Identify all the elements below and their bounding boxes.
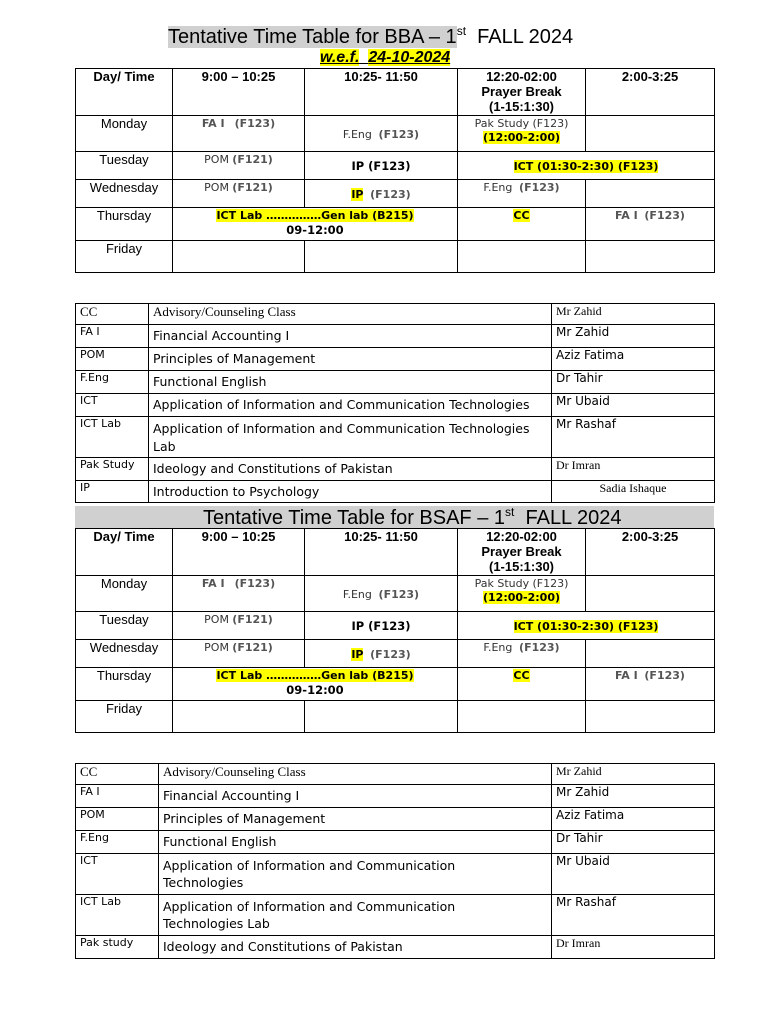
bba-mon-slot4 <box>586 116 715 152</box>
bsaf-day-wednesday: Wednesday <box>76 640 173 668</box>
bsaf-header-slot2: 10:25- 11:50 <box>305 529 458 576</box>
legend-abbr: ICT <box>76 854 159 895</box>
bsaf-day-tuesday: Tuesday <box>76 612 173 640</box>
bsaf-day-friday: Friday <box>76 701 173 733</box>
bsaf-header-row <box>76 529 715 576</box>
legend-teacher: Dr Tahir <box>552 831 715 854</box>
bba-tue-slot1: POM (F121) <box>173 152 305 180</box>
bsaf-title-main: Tentative Time Table for BSAF – 1 <box>203 507 506 529</box>
bba-day-thursday: Thursday <box>76 208 173 241</box>
bba-header-prayer-time: (1-15:1:30) <box>488 99 555 114</box>
bba-timetable <box>75 68 715 273</box>
legend-full: Financial Accounting I <box>159 785 552 808</box>
bba-thu-slot3: CC <box>458 208 586 241</box>
bba-title-sup: st <box>456 24 467 38</box>
bsaf-wed-slot1: POM (F121) <box>173 640 305 668</box>
legend-teacher: Mr Zahid <box>552 785 715 808</box>
bsaf-row-friday <box>76 701 715 733</box>
bsaf-row-tuesday <box>76 612 715 640</box>
bba-wef-label: w.e.f. <box>320 49 360 66</box>
bba-mon-slot3: Pak Study (F123) (12:00-2:00) <box>458 116 586 152</box>
bsaf-tue-slot2: IP (F123) <box>305 612 458 640</box>
bba-day-monday: Monday <box>76 116 173 152</box>
bba-row-wednesday <box>76 180 715 208</box>
legend-abbr: ICT Lab <box>76 417 149 458</box>
bsaf-fri-slot2 <box>305 701 458 733</box>
bsaf-header-prayer-time: (1-15:1:30) <box>488 559 555 574</box>
legend-teacher: Mr Zahid <box>552 764 715 785</box>
legend-teacher: Mr Rashaf <box>552 417 715 458</box>
bba-fri-slot1 <box>173 241 305 273</box>
legend-abbr: FA I <box>76 325 149 348</box>
bsaf-legend-row <box>76 764 715 785</box>
legend-full: Introduction to Psychology <box>149 481 552 503</box>
legend-full <box>159 854 552 895</box>
bba-fri-slot4 <box>586 241 715 273</box>
bba-row-thursday <box>76 208 715 241</box>
legend-abbr: ICT Lab <box>76 895 159 936</box>
legend-full: Principles of Management <box>149 348 552 371</box>
bba-tue-slot3: ICT (01:30-2:30) (F123) <box>458 152 715 180</box>
bba-header-slot3-time: 12:20-02:00 <box>486 69 557 84</box>
bba-wed-slot4 <box>586 180 715 208</box>
bba-day-friday: Friday <box>76 241 173 273</box>
bsaf-mon-slot2: F.Eng (F123) <box>305 576 458 612</box>
bsaf-fri-slot3 <box>458 701 586 733</box>
legend-teacher: Mr Rashaf <box>552 895 715 936</box>
bsaf-row-wednesday <box>76 640 715 668</box>
bba-header-slot1: 9:00 – 10:25 <box>173 69 305 116</box>
bba-thu-slot4: FA I (F123) <box>586 208 715 241</box>
legend-full: Application of Information and Communication Technologies Lab <box>149 417 552 458</box>
bba-header-slot3 <box>458 69 586 116</box>
bsaf-fri-slot4 <box>586 701 715 733</box>
legend-full: Functional English <box>159 831 552 854</box>
legend-abbr: Pak Study <box>76 458 149 481</box>
bsaf-day-thursday: Thursday <box>76 668 173 701</box>
bba-day-wednesday: Wednesday <box>76 180 173 208</box>
bba-mon-slot2: F.Eng (F123) <box>305 116 458 152</box>
legend-abbr: FA I <box>76 785 159 808</box>
legend-abbr: ICT <box>76 394 149 417</box>
legend-full-line1: Application of Information and Communication <box>163 899 456 914</box>
legend-full: Advisory/Counseling Class <box>159 764 552 785</box>
legend-teacher: Aziz Fatima <box>552 348 715 371</box>
bba-legend-row <box>76 304 715 325</box>
bsaf-title-term: FALL 2024 <box>525 507 622 529</box>
bsaf-legend <box>75 763 715 959</box>
legend-full-line2: Technologies <box>163 875 244 890</box>
legend-teacher: Mr Zahid <box>552 304 715 325</box>
bba-legend-row <box>76 458 715 481</box>
legend-teacher: Dr Imran <box>552 936 715 959</box>
bba-title <box>168 24 573 49</box>
legend-abbr: POM <box>76 808 159 831</box>
legend-teacher: Mr Ubaid <box>552 854 715 895</box>
bba-day-tuesday: Tuesday <box>76 152 173 180</box>
bsaf-row-monday <box>76 576 715 612</box>
bsaf-mon-slot1: FA I (F123) <box>173 576 305 612</box>
bsaf-timetable <box>75 528 715 733</box>
bsaf-wed-slot2: IP (F123) <box>305 640 458 668</box>
bsaf-tue-slot1: POM (F121) <box>173 612 305 640</box>
bba-title-main: Tentative Time Table for BBA – 1 <box>168 26 457 48</box>
bsaf-fri-slot1 <box>173 701 305 733</box>
bsaf-wed-slot3: F.Eng (F123) <box>458 640 586 668</box>
legend-teacher: Mr Zahid <box>552 325 715 348</box>
legend-full: Advisory/Counseling Class <box>149 304 552 325</box>
bba-wef-date: 24-10-2024 <box>368 49 451 66</box>
bba-wef <box>320 49 450 67</box>
bsaf-legend-row <box>76 936 715 959</box>
legend-full: Application of Information and Communication Technologies <box>149 394 552 417</box>
bsaf-legend-row <box>76 808 715 831</box>
bba-thu-slot1: ICT Lab ……………Gen lab (B215) 09-12:00 <box>173 208 458 241</box>
bsaf-legend-row <box>76 895 715 936</box>
legend-full-line2: Technologies Lab <box>163 916 270 931</box>
bsaf-title <box>203 505 622 530</box>
bba-header-row <box>76 69 715 116</box>
legend-full: Ideology and Constitutions of Pakistan <box>149 458 552 481</box>
legend-full: Principles of Management <box>159 808 552 831</box>
legend-teacher: Mr Ubaid <box>552 394 715 417</box>
legend-abbr: CC <box>76 764 159 785</box>
legend-abbr: IP <box>76 481 149 503</box>
legend-teacher: Sadia Ishaque <box>552 481 715 503</box>
bsaf-legend-row <box>76 831 715 854</box>
bba-wed-slot3: F.Eng (F123) <box>458 180 586 208</box>
bba-row-friday <box>76 241 715 273</box>
bsaf-legend-row <box>76 785 715 808</box>
bsaf-title-sup: st <box>505 505 515 519</box>
bsaf-header-slot3 <box>458 529 586 576</box>
legend-teacher: Aziz Fatima <box>552 808 715 831</box>
bsaf-header-slot1: 9:00 – 10:25 <box>173 529 305 576</box>
bba-row-monday <box>76 116 715 152</box>
bsaf-wed-slot4 <box>586 640 715 668</box>
bba-row-tuesday <box>76 152 715 180</box>
bba-legend-row <box>76 417 715 458</box>
bba-header-slot2: 10:25- 11:50 <box>305 69 458 116</box>
bsaf-header-slot3-time: 12:20-02:00 <box>486 529 557 544</box>
legend-abbr: F.Eng <box>76 831 159 854</box>
bba-wed-slot2: IP (F123) <box>305 180 458 208</box>
legend-full: Financial Accounting I <box>149 325 552 348</box>
legend-full: Ideology and Constitutions of Pakistan <box>159 936 552 959</box>
bba-fri-slot2 <box>305 241 458 273</box>
bsaf-legend-row <box>76 854 715 895</box>
bsaf-mon-slot3: Pak Study (F123) (12:00-2:00) <box>458 576 586 612</box>
bba-wed-slot1: POM (F121) <box>173 180 305 208</box>
bsaf-mon-slot4 <box>586 576 715 612</box>
bsaf-header-daytime: Day/ Time <box>76 529 173 576</box>
bba-legend-row <box>76 348 715 371</box>
bba-title-term: FALL 2024 <box>477 26 574 48</box>
legend-abbr: F.Eng <box>76 371 149 394</box>
legend-full-line1: Application of Information and Communication <box>163 858 456 873</box>
legend-abbr: POM <box>76 348 149 371</box>
legend-teacher: Dr Imran <box>552 458 715 481</box>
bba-tue-slot2: IP (F123) <box>305 152 458 180</box>
legend-abbr: Pak study <box>76 936 159 959</box>
bba-legend-row <box>76 325 715 348</box>
bsaf-thu-slot4: FA I (F123) <box>586 668 715 701</box>
bsaf-thu-slot3: CC <box>458 668 586 701</box>
bba-header-prayer: Prayer Break <box>481 84 562 99</box>
legend-teacher: Dr Tahir <box>552 371 715 394</box>
bba-mon-slot1: FA I (F123) <box>173 116 305 152</box>
bba-header-daytime: Day/ Time <box>76 69 173 116</box>
bsaf-row-thursday <box>76 668 715 701</box>
bsaf-tue-slot3: ICT (01:30-2:30) (F123) <box>458 612 715 640</box>
bsaf-header-slot4: 2:00-3:25 <box>586 529 715 576</box>
bba-legend-row <box>76 394 715 417</box>
legend-full <box>159 895 552 936</box>
bba-fri-slot3 <box>458 241 586 273</box>
bsaf-header-prayer: Prayer Break <box>481 544 562 559</box>
bsaf-thu-slot1: ICT Lab ……………Gen lab (B215) 09-12:00 <box>173 668 458 701</box>
legend-full: Functional English <box>149 371 552 394</box>
bsaf-day-monday: Monday <box>76 576 173 612</box>
bba-legend <box>75 303 715 503</box>
legend-abbr: CC <box>76 304 149 325</box>
bba-legend-row <box>76 481 715 503</box>
bba-legend-row <box>76 371 715 394</box>
bba-header-slot4: 2:00-3:25 <box>586 69 715 116</box>
